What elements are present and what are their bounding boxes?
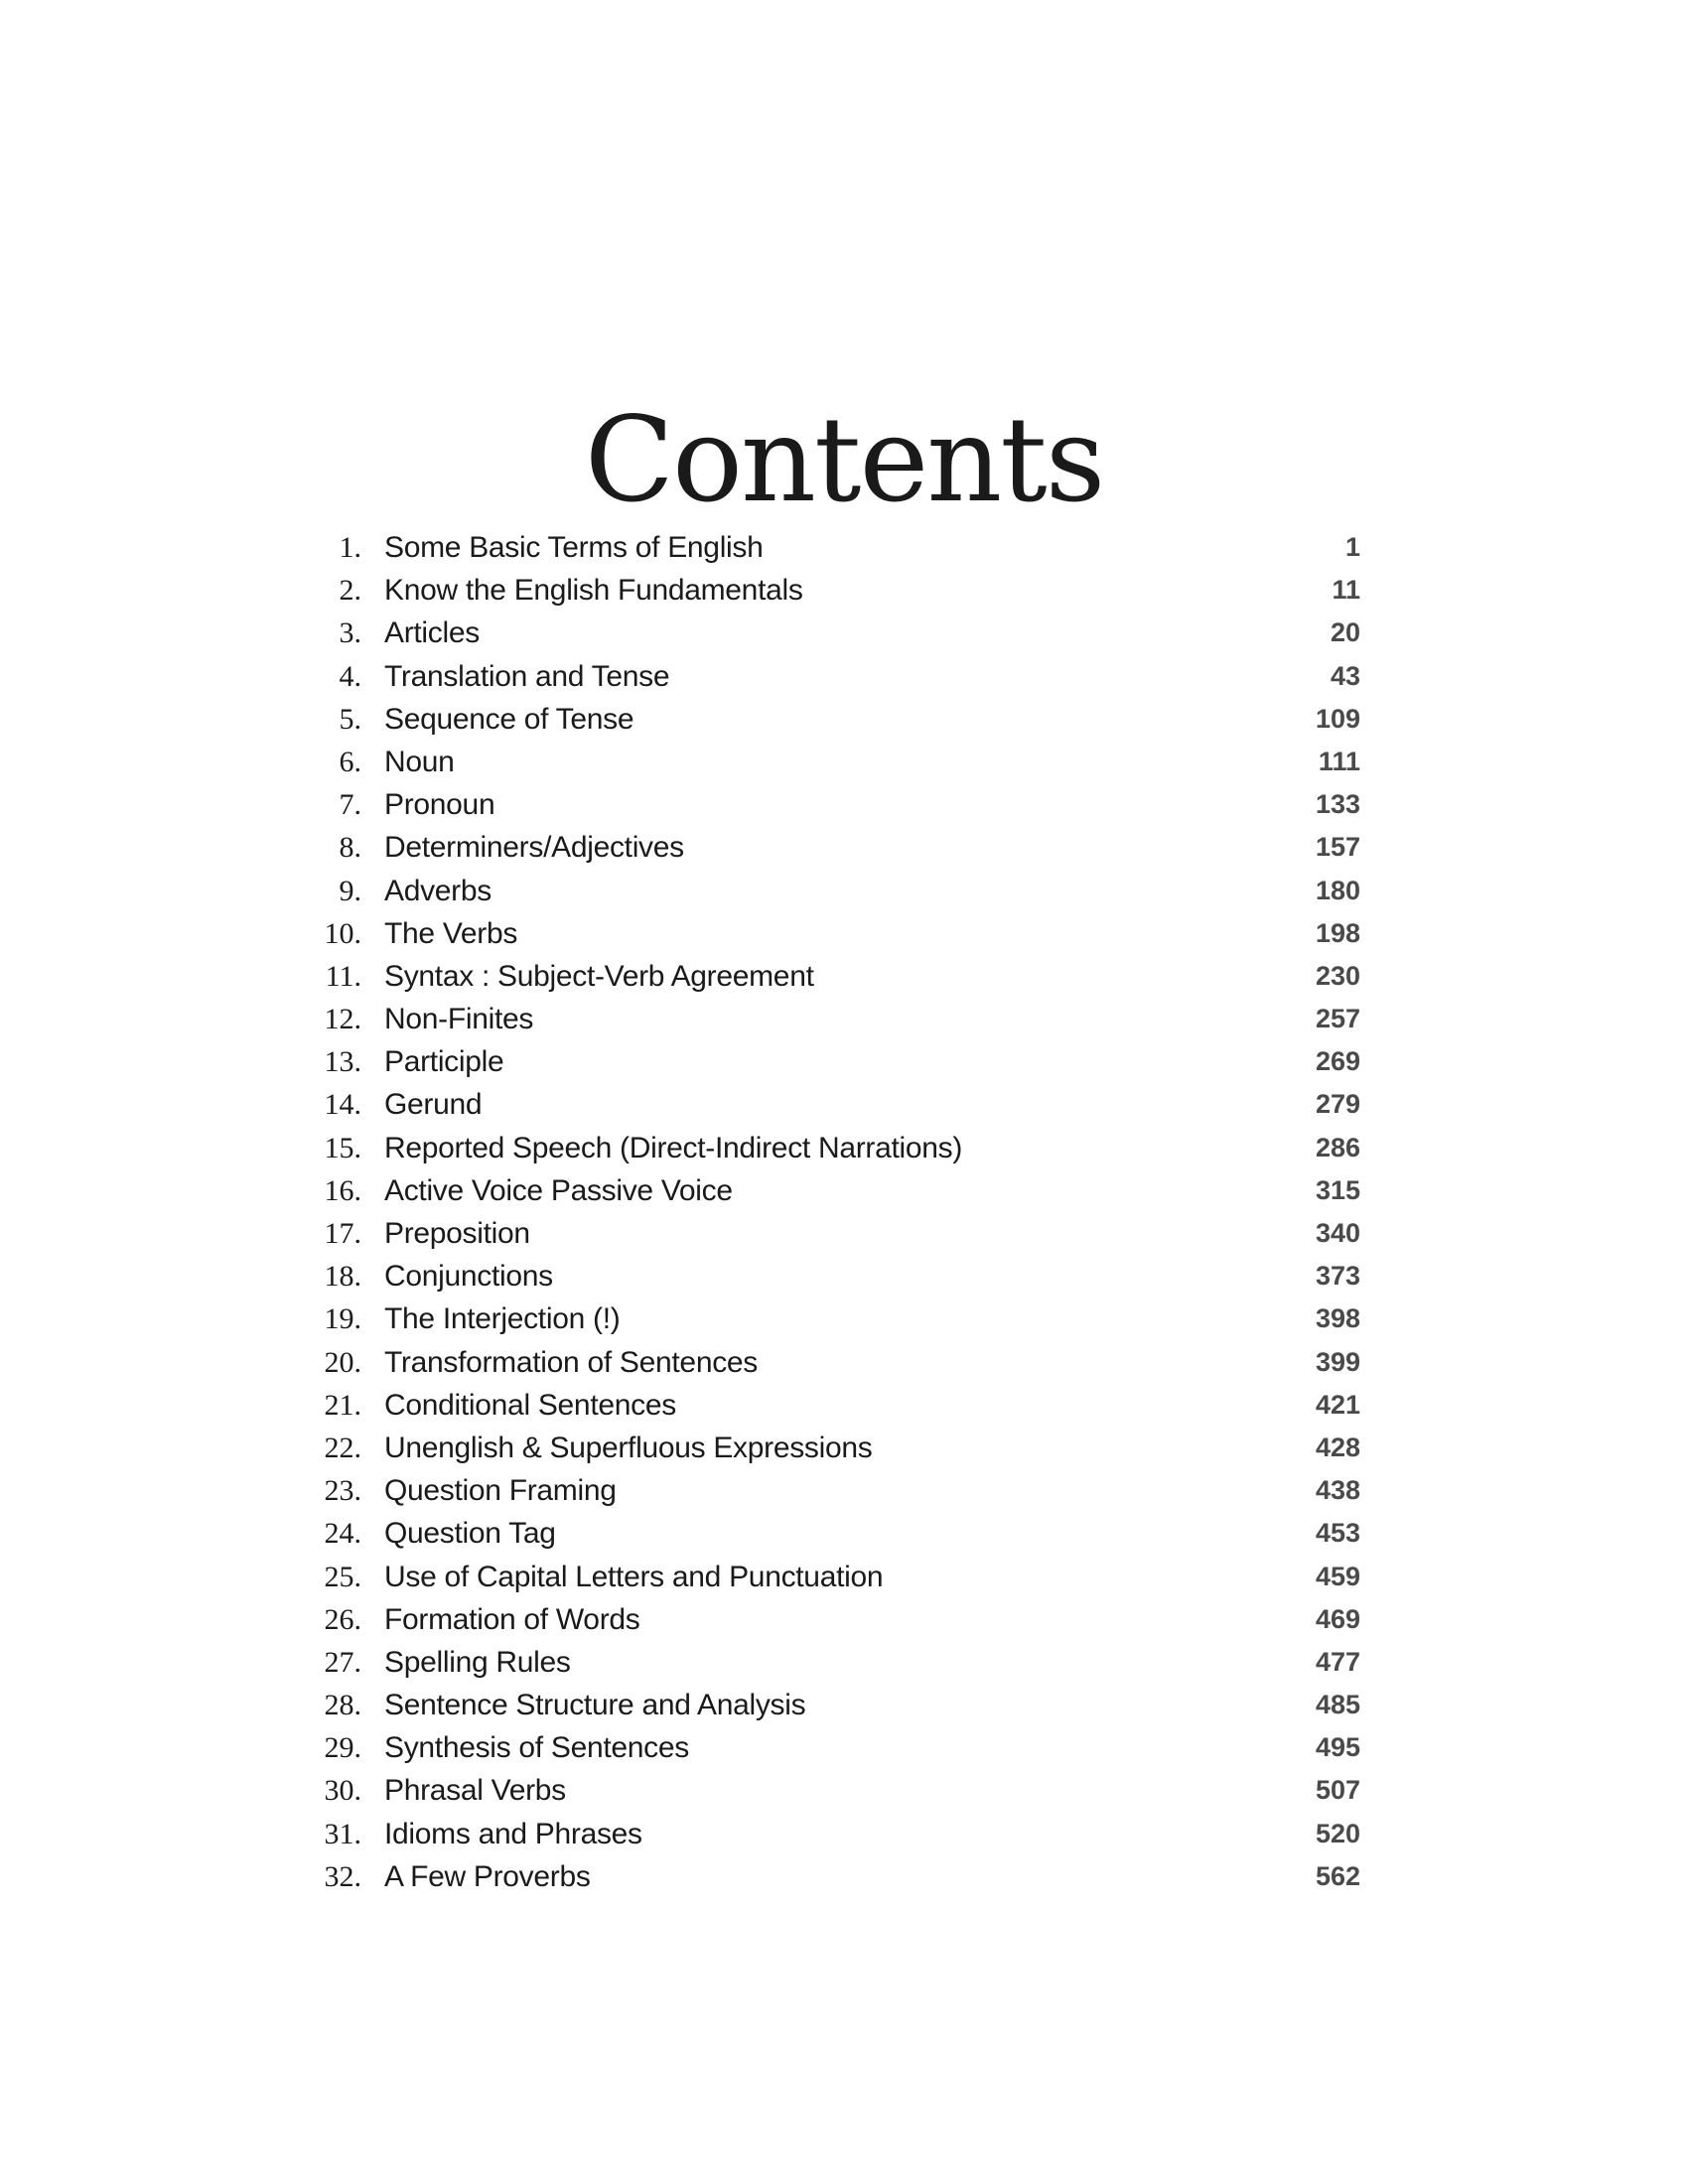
toc-entry — [298, 1427, 1360, 1469]
toc-entry-page: 11 — [1332, 575, 1360, 606]
toc-entry-title: Syntax : Subject-Verb Agreement — [384, 959, 814, 993]
toc-entry-number: 1. — [339, 531, 361, 564]
toc-entry-page: 111 — [1318, 746, 1360, 776]
toc-entry — [298, 1212, 1360, 1255]
toc-entry-page: 399 — [1315, 1346, 1360, 1377]
toc-entry-number: 13. — [324, 1045, 361, 1079]
toc-entry — [298, 526, 1360, 569]
toc-entry — [298, 1127, 1360, 1169]
toc-entry — [298, 1169, 1360, 1212]
toc-entry-title: Spelling Rules — [384, 1645, 571, 1679]
toc-entry-page: 373 — [1315, 1261, 1360, 1292]
toc-entry-title: Translation and Tense — [384, 659, 670, 693]
toc-entry-number: 19. — [324, 1302, 361, 1336]
toc-entry-title: Conditional Sentences — [384, 1388, 676, 1422]
toc-entry — [298, 1598, 1360, 1641]
toc-entry-title: Synthesis of Sentences — [384, 1731, 689, 1765]
toc-entry-page: 507 — [1315, 1775, 1360, 1806]
toc-entry-page: 477 — [1315, 1646, 1360, 1677]
table-of-contents — [298, 526, 1360, 1898]
toc-entry-page: 20 — [1330, 617, 1360, 648]
toc-entry — [298, 1556, 1360, 1598]
toc-entry-title: Question Tag — [384, 1517, 556, 1551]
toc-entry-number: 10. — [324, 916, 361, 950]
toc-entry — [298, 1083, 1360, 1126]
toc-entry — [298, 569, 1360, 612]
toc-entry-page: 438 — [1315, 1475, 1360, 1506]
toc-entry-title: Active Voice Passive Voice — [384, 1173, 733, 1207]
toc-entry — [298, 1641, 1360, 1684]
toc-entry-page: 43 — [1330, 660, 1360, 691]
toc-entry-page: 459 — [1315, 1561, 1360, 1591]
toc-entry-title: Phrasal Verbs — [384, 1774, 566, 1808]
toc-entry-page: 398 — [1315, 1303, 1360, 1334]
toc-entry — [298, 1469, 1360, 1512]
toc-entry-title: The Interjection (!) — [384, 1302, 621, 1336]
toc-entry-title: Know the English Fundamentals — [384, 574, 803, 608]
toc-entry-title: Participle — [384, 1045, 504, 1079]
toc-entry-number: 31. — [324, 1817, 361, 1850]
toc-entry-title: Some Basic Terms of English — [384, 531, 764, 564]
toc-entry-page: 180 — [1315, 875, 1360, 905]
toc-entry — [298, 1341, 1360, 1384]
toc-entry — [298, 741, 1360, 783]
toc-entry-title: Sentence Structure and Analysis — [384, 1689, 806, 1722]
toc-entry-page: 133 — [1315, 789, 1360, 820]
toc-entry — [298, 655, 1360, 698]
toc-entry-title: The Verbs — [384, 916, 518, 950]
toc-entry — [298, 998, 1360, 1040]
toc-entry-number: 17. — [324, 1217, 361, 1250]
toc-entry-number: 18. — [324, 1260, 361, 1294]
toc-entry-number: 11. — [325, 959, 361, 993]
toc-entry-title: Noun — [384, 745, 455, 778]
toc-entry-number: 3. — [339, 616, 361, 650]
toc-entry-page: 257 — [1315, 1004, 1360, 1034]
toc-entry — [298, 912, 1360, 955]
toc-entry-number: 29. — [324, 1731, 361, 1765]
toc-entry — [298, 1384, 1360, 1427]
toc-entry — [298, 1855, 1360, 1898]
toc-entry — [298, 783, 1360, 826]
toc-entry-number: 4. — [339, 659, 361, 693]
toc-entry-page: 562 — [1315, 1860, 1360, 1891]
toc-entry-number: 32. — [324, 1859, 361, 1893]
toc-entry-number: 30. — [324, 1774, 361, 1808]
toc-entry-number: 25. — [324, 1560, 361, 1593]
toc-entry-title: Sequence of Tense — [384, 702, 634, 736]
toc-entry-page: 230 — [1315, 960, 1360, 991]
toc-entry-page: 198 — [1315, 917, 1360, 948]
toc-entry-number: 26. — [324, 1602, 361, 1636]
toc-entry — [298, 955, 1360, 998]
toc-entry-page: 485 — [1315, 1690, 1360, 1720]
toc-entry — [298, 1813, 1360, 1855]
toc-entry-page: 286 — [1315, 1132, 1360, 1162]
toc-entry-number: 2. — [339, 574, 361, 608]
toc-entry — [298, 1726, 1360, 1769]
toc-entry-title: Question Framing — [384, 1474, 617, 1508]
toc-entry-title: Idioms and Phrases — [384, 1817, 642, 1850]
toc-entry-number: 5. — [339, 702, 361, 736]
toc-entry-number: 16. — [324, 1173, 361, 1207]
toc-entry — [298, 1684, 1360, 1726]
toc-entry — [298, 870, 1360, 912]
toc-entry-page: 269 — [1315, 1046, 1360, 1077]
toc-entry-title: Preposition — [384, 1217, 530, 1250]
toc-entry-title: Formation of Words — [384, 1602, 640, 1636]
toc-entry — [298, 826, 1360, 869]
toc-entry-number: 22. — [324, 1431, 361, 1464]
toc-entry — [298, 1255, 1360, 1297]
toc-entry-page: 520 — [1315, 1818, 1360, 1848]
toc-entry-title: Adverbs — [384, 874, 492, 907]
toc-entry-title: A Few Proverbs — [384, 1859, 591, 1893]
toc-entry-number: 6. — [339, 745, 361, 778]
toc-entry-title: Gerund — [384, 1088, 483, 1122]
toc-entry-title: Determiners/Adjectives — [384, 831, 684, 865]
toc-entry — [298, 612, 1360, 654]
toc-entry-title: Non-Finites — [384, 1003, 534, 1036]
toc-entry — [298, 1297, 1360, 1340]
toc-entry-number: 15. — [324, 1131, 361, 1164]
toc-entry-title: Articles — [384, 616, 480, 650]
toc-entry-number: 24. — [324, 1517, 361, 1551]
toc-entry-page: 157 — [1315, 832, 1360, 863]
toc-entry-page: 1 — [1344, 532, 1360, 562]
page-title: Contents — [584, 391, 1104, 529]
toc-entry-page: 279 — [1315, 1089, 1360, 1120]
toc-entry-number: 8. — [339, 831, 361, 865]
toc-entry-page: 495 — [1315, 1732, 1360, 1763]
toc-entry-number: 7. — [339, 788, 361, 822]
toc-entry-title: Conjunctions — [384, 1260, 553, 1294]
toc-entry-page: 453 — [1315, 1518, 1360, 1549]
toc-entry — [298, 1512, 1360, 1555]
toc-entry-number: 23. — [324, 1474, 361, 1508]
toc-entry-page: 315 — [1315, 1174, 1360, 1205]
toc-entry — [298, 698, 1360, 741]
toc-entry-number: 14. — [324, 1088, 361, 1122]
toc-entry-number: 28. — [324, 1689, 361, 1722]
toc-entry-title: Unenglish & Superfluous Expressions — [384, 1431, 873, 1464]
toc-entry-number: 27. — [324, 1645, 361, 1679]
toc-entry-number: 21. — [324, 1388, 361, 1422]
toc-entry-page: 469 — [1315, 1603, 1360, 1634]
toc-entry-page: 109 — [1315, 703, 1360, 734]
toc-entry-page: 421 — [1315, 1389, 1360, 1420]
toc-entry — [298, 1769, 1360, 1812]
toc-entry-title: Transformation of Sentences — [384, 1345, 758, 1379]
toc-entry-title: Pronoun — [384, 788, 495, 822]
toc-entry-number: 12. — [324, 1003, 361, 1036]
toc-entry-page: 340 — [1315, 1218, 1360, 1248]
toc-entry-number: 9. — [339, 874, 361, 907]
toc-entry-page: 428 — [1315, 1432, 1360, 1462]
toc-entry-title: Use of Capital Letters and Punctuation — [384, 1560, 884, 1593]
toc-entry-title: Reported Speech (Direct-Indirect Narrations) — [384, 1131, 963, 1164]
toc-entry-number: 20. — [324, 1345, 361, 1379]
toc-entry — [298, 1040, 1360, 1083]
